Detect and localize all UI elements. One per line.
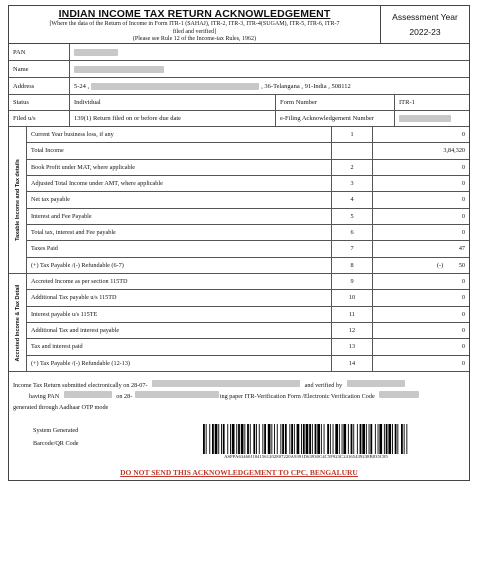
table-row xyxy=(27,160,469,176)
table-row xyxy=(27,339,469,355)
barcode-bar xyxy=(285,424,287,454)
row-value xyxy=(373,323,469,338)
barcode-bar xyxy=(268,424,271,454)
name-row xyxy=(9,61,469,78)
barcode-bar xyxy=(306,424,309,454)
redacted-ack-number xyxy=(399,115,451,122)
barcode-bar xyxy=(218,424,219,454)
barcode-bar xyxy=(206,424,207,454)
row-number: 5 xyxy=(331,209,373,224)
barcode-bar xyxy=(339,424,340,454)
barcode-bar xyxy=(357,424,358,454)
barcode-bar xyxy=(397,424,398,454)
barcode-bar xyxy=(369,424,370,454)
barcode-bar xyxy=(378,424,379,454)
subtitle-line-2: filed and verified] xyxy=(172,28,217,35)
table-row xyxy=(27,127,469,143)
row-number xyxy=(331,143,373,158)
name-label: Name xyxy=(13,65,29,73)
barcode-bar xyxy=(256,424,257,454)
table-row xyxy=(27,176,469,192)
barcode-bar xyxy=(227,424,228,454)
barcode-bar xyxy=(321,424,322,454)
table-row xyxy=(27,143,469,159)
table-row xyxy=(27,274,469,290)
barcode-bar xyxy=(330,424,331,454)
barcode-bar xyxy=(386,424,388,454)
accreted-section-text: Accreted Income & Tax Detail xyxy=(14,284,21,361)
barcode-bar xyxy=(282,424,284,454)
row-value xyxy=(373,241,469,256)
form-header xyxy=(9,6,381,44)
barcode-bar xyxy=(375,424,376,454)
row-amount: 0 xyxy=(461,327,465,335)
redacted-pan xyxy=(74,49,118,56)
barcode-text: ASFPA63460J1841561202807220A9391D63930C4C5F923C24165439238B835C85 xyxy=(224,454,388,459)
row-label: Book Profit under MAT, where applicable xyxy=(31,163,136,171)
row-amount: 0 xyxy=(461,163,465,171)
barcode-bar xyxy=(360,424,362,454)
barcode-bar xyxy=(215,424,218,454)
row-amount: 0 xyxy=(461,180,465,188)
table-row xyxy=(27,323,469,339)
barcode-bar xyxy=(250,424,251,454)
row-number: 13 xyxy=(331,339,373,354)
row-number: 7 xyxy=(331,241,373,256)
address-prefix: 5-24 , xyxy=(74,82,90,90)
filed-row xyxy=(9,111,469,127)
row-label: Total Income xyxy=(31,147,64,155)
row-label: Net tax payable xyxy=(31,196,70,204)
submission-statement xyxy=(13,380,465,413)
address-row xyxy=(9,78,469,95)
subtitle-line-1: [Where the data of the Return of Income in Form ITR-1 (SAHAJ), ITR-2, ITR-3, ITR-4(SUGAM), ITR-5, ITR-6, ITR-7 xyxy=(49,21,340,27)
status-label: Status xyxy=(13,99,29,106)
submission-line-1 xyxy=(13,380,465,391)
barcode-bar xyxy=(312,424,313,454)
ack-number-value xyxy=(394,111,469,126)
barcode-bar xyxy=(342,424,343,454)
table-row xyxy=(27,290,469,306)
row-label: Tax and interest paid xyxy=(31,343,83,351)
table-row xyxy=(27,209,469,225)
submission-text-2a: having PAN xyxy=(29,393,60,400)
filed-value: 139(1) Return filed on or before due date xyxy=(69,111,275,126)
barcode-bar xyxy=(262,424,263,454)
row-label: Current Year business loss, if any xyxy=(31,131,114,139)
address-value xyxy=(69,78,469,94)
row-number: 10 xyxy=(331,290,373,305)
row-value xyxy=(373,339,469,354)
barcode-bar xyxy=(348,424,349,454)
barcode-bar xyxy=(388,424,391,454)
pan-row xyxy=(9,44,469,61)
barcode-bar xyxy=(353,424,354,454)
row-amount: 50 xyxy=(458,261,465,269)
table-row xyxy=(27,356,469,372)
warning-text: DO NOT SEND THIS ACKNOWLEDGEMENT TO CPC, BENGALURU xyxy=(120,468,358,477)
barcode-bar xyxy=(335,424,338,454)
row-amount: 0 xyxy=(461,310,465,318)
row-value xyxy=(373,307,469,322)
table-row xyxy=(27,307,469,323)
barcode-bar xyxy=(259,424,260,454)
row-amount: 0 xyxy=(461,343,465,351)
barcode-bar xyxy=(203,424,205,454)
row-amount: 0 xyxy=(461,229,465,237)
row-label: Taxes Paid xyxy=(31,245,58,253)
submission-text-1a: Income Tax Return submitted electronically on 28-07- xyxy=(13,382,148,389)
barcode-bar xyxy=(230,424,231,454)
barcode-bar xyxy=(244,424,245,454)
row-value xyxy=(373,160,469,175)
barcode-bar xyxy=(404,424,405,454)
row-number: 2 xyxy=(331,160,373,175)
barcode-bar xyxy=(333,424,334,454)
redacted-verifier xyxy=(347,380,405,387)
barcode-bar xyxy=(317,424,320,454)
row-sign: (-) xyxy=(437,261,444,269)
barcode-bar xyxy=(212,424,214,454)
barcode-bar xyxy=(324,424,325,454)
row-number: 4 xyxy=(331,192,373,207)
row-label: Interest and Fee Payable xyxy=(31,212,92,220)
row-amount: 0 xyxy=(461,294,465,302)
barcode-bar xyxy=(406,424,407,454)
barcode-bar xyxy=(253,424,255,454)
status-value: Individual xyxy=(69,95,275,110)
row-amount: 0 xyxy=(461,359,465,367)
pan-label: PAN xyxy=(13,48,26,56)
barcode-bar xyxy=(236,424,237,454)
barcode-bar xyxy=(362,424,365,454)
barcode-bar xyxy=(221,424,222,454)
assessment-year-label: Assessment Year xyxy=(392,12,458,22)
redacted-method xyxy=(135,391,219,398)
row-value xyxy=(373,176,469,191)
form-number-label: Form Number xyxy=(275,95,394,110)
row-number: 1 xyxy=(331,127,373,142)
row-label: (+) Tax Payable /(-) Refundable (12-13) xyxy=(31,359,130,367)
form-title: INDIAN INCOME TAX RETURN ACKNOWLEDGEMENT xyxy=(58,8,331,20)
status-row xyxy=(9,95,469,111)
row-value xyxy=(373,143,469,158)
barcode-bar xyxy=(343,424,346,454)
submission-text-2c: ing paper ITR-Verification Form /Electronic Verification Code xyxy=(219,393,375,400)
row-label: Total tax, interest and Fee payable xyxy=(31,229,116,237)
barcode-bar xyxy=(209,424,210,454)
barcode-bar xyxy=(395,424,397,454)
row-value xyxy=(373,274,469,289)
barcode-bar xyxy=(238,424,240,454)
barcode-bar xyxy=(241,424,244,454)
name-value xyxy=(69,61,469,77)
row-value xyxy=(373,258,469,273)
filed-label: Filed u/s xyxy=(13,115,36,122)
row-label: Interest payable u/s 115TE xyxy=(31,310,98,318)
row-value xyxy=(373,225,469,240)
submission-line-2 xyxy=(13,391,465,402)
subtitle-line-3: (Please see Rule 12 of the Income-tax Rules, 1962) xyxy=(132,36,257,42)
ack-number-label: e-Filing Acknowledgement Number xyxy=(275,111,394,126)
accreted-section-label xyxy=(9,274,27,372)
barcode-bar xyxy=(232,424,235,454)
barcode-bar xyxy=(303,424,305,454)
barcode-bar xyxy=(247,424,249,454)
address-label: Address xyxy=(13,82,35,90)
barcode-bar xyxy=(264,424,266,454)
barcode-bar xyxy=(223,424,225,454)
barcode-bar xyxy=(277,424,278,454)
system-generated-label: System Generated xyxy=(33,427,79,434)
row-amount: 0 xyxy=(461,212,465,220)
redacted-address xyxy=(91,83,259,90)
redacted-date xyxy=(152,380,300,387)
redacted-pan-2 xyxy=(64,391,112,398)
taxable-section-text: Taxable Income and Tax details xyxy=(14,159,21,241)
row-value xyxy=(373,209,469,224)
redacted-name xyxy=(74,66,164,73)
row-amount: 0 xyxy=(461,131,465,139)
address-suffix: , 36-Telangana , 91-India , 508112 xyxy=(261,82,351,90)
warning-notice xyxy=(9,468,469,477)
row-amount: 0 xyxy=(461,278,465,286)
barcode-bar xyxy=(370,424,372,454)
row-number: 12 xyxy=(331,323,373,338)
row-amount: 47 xyxy=(458,245,465,253)
row-label: Accreted Income as per section 115TD xyxy=(31,278,128,286)
form-subtitle xyxy=(9,21,380,44)
barcode-bar xyxy=(291,424,293,454)
barcode-bar xyxy=(271,424,272,454)
barcode-bar xyxy=(392,424,393,454)
barcode-bar xyxy=(301,424,302,454)
table-row xyxy=(27,192,469,208)
barcode-bar xyxy=(327,424,329,454)
row-amount: 3,84,320 xyxy=(443,147,465,155)
barcode-bar xyxy=(384,424,385,454)
submission-line-3: generated through Aadhaar OTP mode xyxy=(13,404,109,411)
barcode-bar xyxy=(309,424,311,454)
row-amount: 0 xyxy=(461,196,465,204)
barcode-bar xyxy=(274,424,275,454)
assessment-year-value: 2022-23 xyxy=(409,27,441,37)
barcode-bar xyxy=(297,424,300,454)
redacted-evc xyxy=(379,391,419,398)
barcode-label: Barcode/QR Code xyxy=(33,440,79,447)
row-value xyxy=(373,290,469,305)
row-label: Additional Tax payable u/s 115TD xyxy=(31,294,117,302)
barcode-bar xyxy=(401,424,403,454)
row-label: (+) Tax Payable /(-) Refundable (6-7) xyxy=(31,261,124,269)
row-number: 8 xyxy=(331,258,373,273)
barcode-bar xyxy=(289,424,290,454)
table-row xyxy=(27,241,469,257)
submission-text-2b: on 28- xyxy=(116,393,133,400)
barcode-image xyxy=(201,424,411,454)
barcode-bar xyxy=(351,424,353,454)
row-number: 11 xyxy=(331,307,373,322)
submission-text-1b: and verified by xyxy=(304,382,343,389)
taxable-section-label xyxy=(9,127,27,274)
table-row xyxy=(27,258,469,274)
pan-value xyxy=(69,44,469,60)
row-value xyxy=(373,127,469,142)
row-label: Adjusted Total Income under AMT, where applicable xyxy=(31,180,163,188)
barcode-bar xyxy=(366,424,367,454)
acknowledgement-form xyxy=(8,5,470,481)
row-number: 3 xyxy=(331,176,373,191)
barcode-bar xyxy=(315,424,317,454)
row-value xyxy=(373,192,469,207)
row-number: 6 xyxy=(331,225,373,240)
assessment-year-box xyxy=(381,6,469,44)
table-row xyxy=(27,225,469,241)
row-number: 9 xyxy=(331,274,373,289)
barcode-bar xyxy=(294,424,295,454)
barcode-bar xyxy=(379,424,382,454)
row-number: 14 xyxy=(331,356,373,371)
row-value xyxy=(373,356,469,371)
barcode-bar xyxy=(280,424,281,454)
form-number-value: ITR-1 xyxy=(394,95,469,110)
row-label: Additional Tax and interest payable xyxy=(31,327,120,335)
